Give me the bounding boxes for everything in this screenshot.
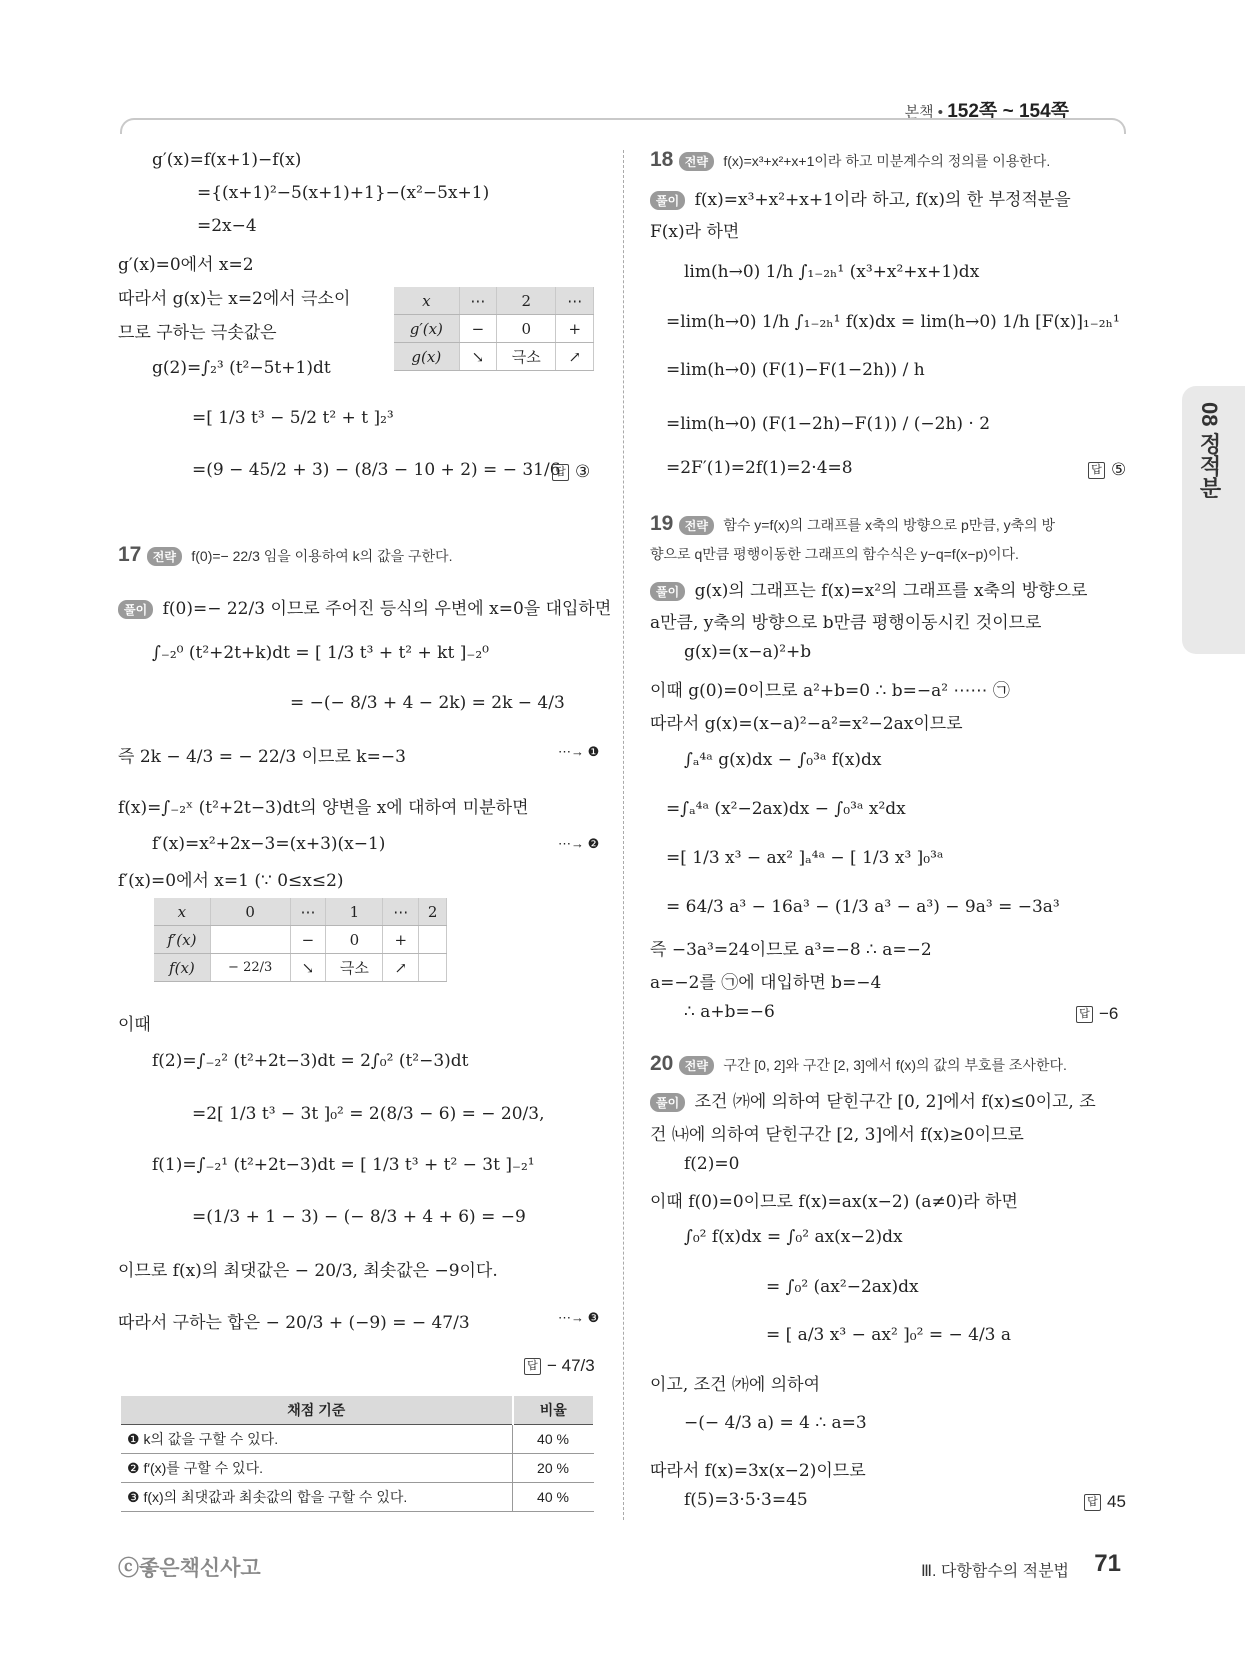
t2-r0c3: 0 [326, 926, 383, 954]
p17-line: 이므로 f(x)의 최댓값은 − 20/3, 최솟값은 −9이다. [118, 1261, 498, 1281]
chapter-side-tab [1182, 386, 1245, 654]
p19-line: =[ 1/3 x³ − ax² ]ₐ⁴ᵃ − [ 1/3 x³ ]₀³ᵃ [666, 848, 944, 868]
strategy-text: 구간 [0, 2]와 구간 [2, 3]에서 f(x)의 값의 부호를 조사한다. [723, 1057, 1067, 1073]
l-line: 따라서 g(x)는 x=2에서 극소이 [118, 289, 351, 309]
l-line: =2x−4 [197, 216, 257, 236]
strategy-text: f(0)=− 22/3 임을 이용하여 k의 값을 구한다. [191, 548, 453, 564]
answer-20: 답 45 [1084, 1492, 1126, 1512]
problem-18-heading [650, 148, 1050, 172]
t1-h3: ⋯ [556, 287, 594, 315]
t1-r1c1: ↘ [459, 343, 497, 371]
p18-line: =lim(h→0) (F(1)−F(1−2h)) / h [666, 360, 925, 380]
problem-19-heading [650, 512, 1055, 536]
p18-line: F(x)라 하면 [650, 222, 740, 242]
strategy-badge: 전략 [679, 152, 714, 171]
increase-decrease-table-16 [394, 287, 594, 371]
p20-line: 조건 ㈎에 의하여 닫힌구간 [0, 2]에서 f(x)≤0이고, 조 [694, 1092, 1096, 1112]
header-pages: 152쪽 ~ 154쪽 [947, 101, 1069, 122]
header-book: 본책 [904, 104, 934, 121]
solution-line [118, 594, 611, 619]
answer-17: 답 − 47/3 [524, 1356, 595, 1376]
scoring-criteria-table [121, 1396, 595, 1512]
p20-line: 따라서 f(x)=3x(x−2)이므로 [650, 1461, 866, 1481]
p18-line: =2F′(1)=2f(1)=2·4=8 [666, 458, 853, 478]
l-line: g(2)=∫₂³ (t²−5t+1)dt [152, 358, 331, 378]
p20-line: f(5)=3·5·3=45 [684, 1490, 808, 1510]
p17-line: = −(− 8/3 + 4 − 2k) = 2k − 4/3 [290, 693, 565, 713]
p20-line: ∫₀² f(x)dx = ∫₀² ax(x−2)dx [684, 1227, 903, 1247]
p19-line: =∫ₐ⁴ᵃ (x²−2ax)dx − ∫₀³ᵃ x²dx [666, 799, 906, 819]
score-header-criteria: 채점 기준 [121, 1396, 513, 1425]
solution-line [650, 576, 1087, 601]
t1-h0: x [394, 287, 459, 315]
l-line: =(9 − 45/2 + 3) − (8/3 − 10 + 2) = − 31/6 [192, 460, 561, 480]
p20-line: = [ a/3 x³ − ax² ]₀² = − 4/3 a [766, 1325, 1012, 1345]
score-criterion: ❷ f′(x)를 구할 수 있다. [121, 1454, 513, 1483]
l-line: 므로 구하는 극솟값은 [118, 323, 277, 343]
p19-line: a=−2를 ㉠에 대입하면 b=−4 [650, 973, 882, 993]
answer-18: 답 ⑤ [1088, 460, 1126, 480]
t2-r1c1: − 22/3 [210, 954, 290, 982]
answer-16: 답 ③ [552, 462, 590, 482]
header-bullet: • [937, 104, 944, 121]
t2-h2: ⋯ [290, 898, 326, 926]
p19-line: g(x)의 그래프는 f(x)=x²의 그래프를 x축의 방향으로 [694, 581, 1088, 601]
strategy-badge: 전략 [679, 516, 714, 535]
t1-r0c2: 0 [497, 315, 556, 343]
t1-r1c0: g(x) [394, 343, 459, 371]
increase-decrease-table-17 [154, 898, 447, 982]
strategy-text-cont: 향으로 q만큼 평행이동한 그래프의 함수식은 y−q=f(x−p)이다. [650, 546, 1019, 562]
p17-line: ∫₋₂⁰ (t²+2t+k)dt = [ 1/3 t³ + t² + kt ]₋₂⁰ [152, 643, 489, 663]
p18-line: =lim(h→0) 1/h ∫₁₋₂ₕ¹ f(x)dx = lim(h→0) 1/h [F(x)]₁₋₂ₕ¹ [666, 312, 1120, 332]
solution-badge: 풀이 [650, 582, 685, 601]
p17-line: f(x)=∫₋₂ˣ (t²+2t−3)dt의 양변을 x에 대하여 미분하면 [118, 798, 529, 818]
p19-line: ∴ a+b=−6 [684, 1002, 775, 1022]
strategy-badge: 전략 [679, 1056, 714, 1075]
solution-badge: 풀이 [118, 600, 153, 619]
t1-r0c1: − [459, 315, 497, 343]
p19-line: a만큼, y축의 방향으로 b만큼 평행이동시킨 것이므로 [650, 613, 1042, 633]
t1-r0c3: + [556, 315, 594, 343]
marker-3: ⋯→ ❸ [558, 1310, 600, 1325]
t2-r0c0: f′(x) [154, 926, 210, 954]
l-line: g′(x)=f(x+1)−f(x) [152, 150, 302, 170]
chapter-title: Ⅲ. 다항함수의 적분법 [920, 1563, 1069, 1580]
t2-r1c3: 극소 [326, 954, 383, 982]
p20-line: f(2)=0 [684, 1154, 740, 1174]
strategy-text: 함수 y=f(x)의 그래프를 x축의 방향으로 p만큼, y축의 방 [723, 517, 1056, 533]
p20-line: −(− 4/3 a) = 4 ∴ a=3 [684, 1413, 867, 1433]
strategy-text: f(x)=x³+x²+x+1이라 하고 미분계수의 정의를 이용한다. [723, 153, 1051, 169]
t2-r1c2: ↘ [290, 954, 326, 982]
t2-h5: 2 [419, 898, 447, 926]
t1-r1c2: 극소 [497, 343, 556, 371]
problem-17-heading [118, 543, 452, 567]
score-criterion: ❸ f(x)의 최댓값과 최솟값의 합을 구할 수 있다. [121, 1483, 513, 1512]
p17-line: 이때 [118, 1015, 151, 1035]
p19-line: 이때 g(0)=0이므로 a²+b=0 ∴ b=−a² ⋯⋯ ㉠ [650, 681, 1010, 701]
marker-2: ⋯→ ❷ [558, 836, 600, 851]
t1-h2: 2 [497, 287, 556, 315]
problem-number: 17 [118, 543, 142, 566]
p20-line: 이때 f(0)=0이므로 f(x)=ax(x−2) (a≠0)라 하면 [650, 1192, 1018, 1212]
t1-h1: ⋯ [459, 287, 497, 315]
problem-number: 19 [650, 512, 674, 535]
column-divider [623, 150, 624, 1520]
answer-19: 답 −6 [1076, 1004, 1118, 1024]
t2-r0c4: + [383, 926, 419, 954]
p19-line: = 64/3 a³ − 16a³ − (1/3 a³ − a³) − 9a³ = −3a³ [666, 897, 1060, 917]
p17-line: f(1)=∫₋₂¹ (t²+2t−3)dt = [ 1/3 t³ + t² − 3t ]₋₂¹ [152, 1155, 535, 1175]
p17-line: =(1/3 + 1 − 3) − (− 8/3 + 4 + 6) = −9 [192, 1207, 526, 1227]
l-line: g′(x)=0에서 x=2 [118, 255, 254, 275]
publisher-logo: ⓒ좋은책신사고 [118, 1557, 261, 1580]
marker-1: ⋯→ ❶ [558, 744, 600, 759]
p18-line: =lim(h→0) (F(1−2h)−F(1)) / (−2h) · 2 [666, 414, 991, 434]
solution-line [650, 1087, 1096, 1112]
t2-h3: 1 [326, 898, 383, 926]
p19-line: 따라서 g(x)=(x−a)²−a²=x²−2ax이므로 [650, 714, 963, 734]
t2-r0c5 [419, 926, 447, 954]
p20-line: 건 ㈏에 의하여 닫힌구간 [2, 3]에서 f(x)≥0이므로 [650, 1125, 1024, 1145]
score-ratio: 40 % [513, 1483, 595, 1512]
solution-line [650, 185, 1071, 210]
p17-line: f(2)=∫₋₂² (t²+2t−3)dt = 2∫₀² (t²−3)dt [152, 1051, 469, 1071]
p18-line: f(x)=x³+x²+x+1이라 하고, f(x)의 한 부정적분을 [694, 190, 1071, 210]
score-ratio: 20 % [513, 1454, 595, 1483]
t2-r0c1 [210, 926, 290, 954]
t2-r1c5 [419, 954, 447, 982]
t2-r0c2: − [290, 926, 326, 954]
t1-r1c3: ↗ [556, 343, 594, 371]
t2-h1: 0 [210, 898, 290, 926]
strategy-badge: 전략 [147, 547, 182, 566]
t2-h4: ⋯ [383, 898, 419, 926]
problem-number: 18 [650, 148, 674, 171]
p20-line: 이고, 조건 ㈎에 의하여 [650, 1375, 820, 1395]
page-number: 71 [1094, 1550, 1121, 1577]
p17-line: 즉 2k − 4/3 = − 22/3 이므로 k=−3 [118, 747, 406, 767]
t1-r0c0: g′(x) [394, 315, 459, 343]
p18-line: lim(h→0) 1/h ∫₁₋₂ₕ¹ (x³+x²+x+1)dx [684, 262, 980, 282]
top-rule [120, 118, 1126, 134]
chapter-side-tab-label: 08 정적분 [1197, 402, 1222, 499]
score-ratio: 40 % [513, 1425, 595, 1454]
p19-line: 즉 −3a³=24이므로 a³=−8 ∴ a=−2 [650, 940, 932, 960]
solution-badge: 풀이 [650, 191, 685, 210]
l-line: =[ 1/3 t³ − 5/2 t² + t ]₂³ [192, 408, 394, 428]
p17-line: f(0)=− 22/3 이므로 주어진 등식의 우변에 x=0을 대입하면 [162, 599, 612, 619]
t2-r1c0: f(x) [154, 954, 210, 982]
problem-20-heading [650, 1052, 1067, 1076]
solution-badge: 풀이 [650, 1093, 685, 1112]
p17-line: =2[ 1/3 t³ − 3t ]₀² = 2(8/3 − 6) = − 20/3, [192, 1104, 545, 1124]
score-header-ratio: 비율 [513, 1396, 595, 1425]
t2-h0: x [154, 898, 210, 926]
score-criterion: ❶ k의 값을 구할 수 있다. [121, 1425, 513, 1454]
p17-line: f′(x)=0에서 x=1 (∵ 0≤x≤2) [118, 871, 344, 891]
problem-number: 20 [650, 1052, 674, 1075]
l-line: ={(x+1)²−5(x+1)+1}−(x²−5x+1) [197, 183, 490, 203]
p19-line: ∫ₐ⁴ᵃ g(x)dx − ∫₀³ᵃ f(x)dx [684, 750, 882, 770]
p20-line: = ∫₀² (ax²−2ax)dx [766, 1277, 919, 1297]
p17-line: 따라서 구하는 합은 − 20/3 + (−9) = − 47/3 [118, 1313, 470, 1333]
t2-r1c4: ↗ [383, 954, 419, 982]
p19-line: g(x)=(x−a)²+b [684, 642, 812, 662]
p17-line: f′(x)=x²+2x−3=(x+3)(x−1) [152, 834, 386, 854]
